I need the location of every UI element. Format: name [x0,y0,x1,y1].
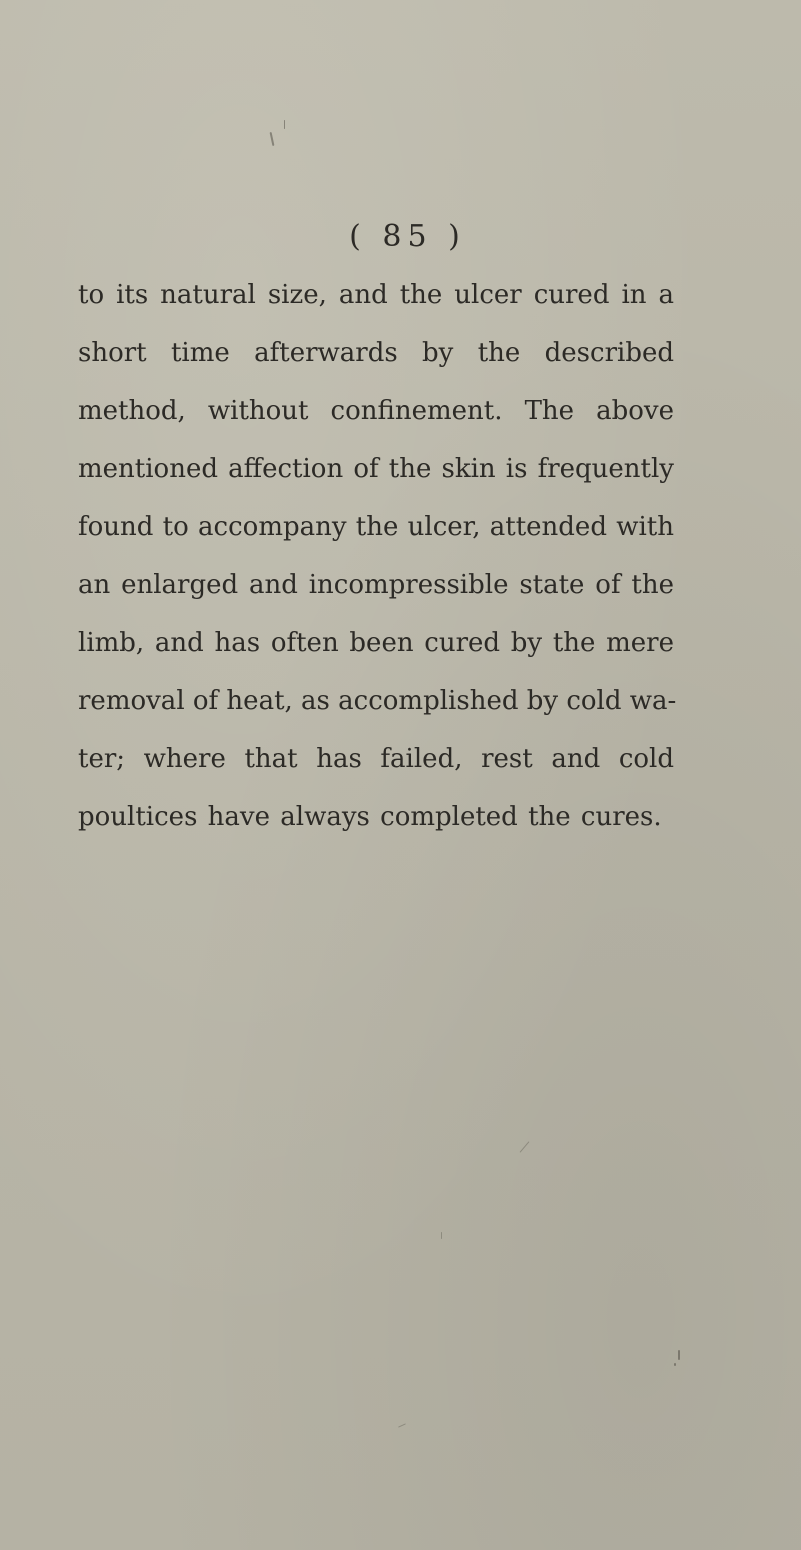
text-line: to its natural size, and the ulcer cured in a [78,280,674,310]
paper-speck [270,132,275,146]
text-line: limb, and has often been cured by the mere [78,628,674,658]
text-line: an enlarged and incompressible state of the [78,570,674,600]
text-line: method, without confinement. The above [78,396,674,426]
paper-speck [284,120,285,129]
paper-speck [398,1423,406,1427]
paper-speck [678,1350,680,1360]
text-line: short time afterwards by the described [78,338,674,368]
paper-speck [520,1141,530,1152]
page-number: ( 85 ) [349,219,466,254]
text-line: mentioned affection of the skin is frequently [78,454,674,484]
text-line: removal of heat, as accomplished by cold wa- [78,686,677,716]
body-paragraph [78,266,677,846]
text-line: poultices have always completed the cures. [78,802,662,832]
text-line: found to accompany the ulcer, attended with [78,512,674,542]
text-line: ter; where that has failed, rest and cold [78,744,674,774]
paper-speck [441,1232,442,1239]
paper-speck [674,1363,676,1366]
